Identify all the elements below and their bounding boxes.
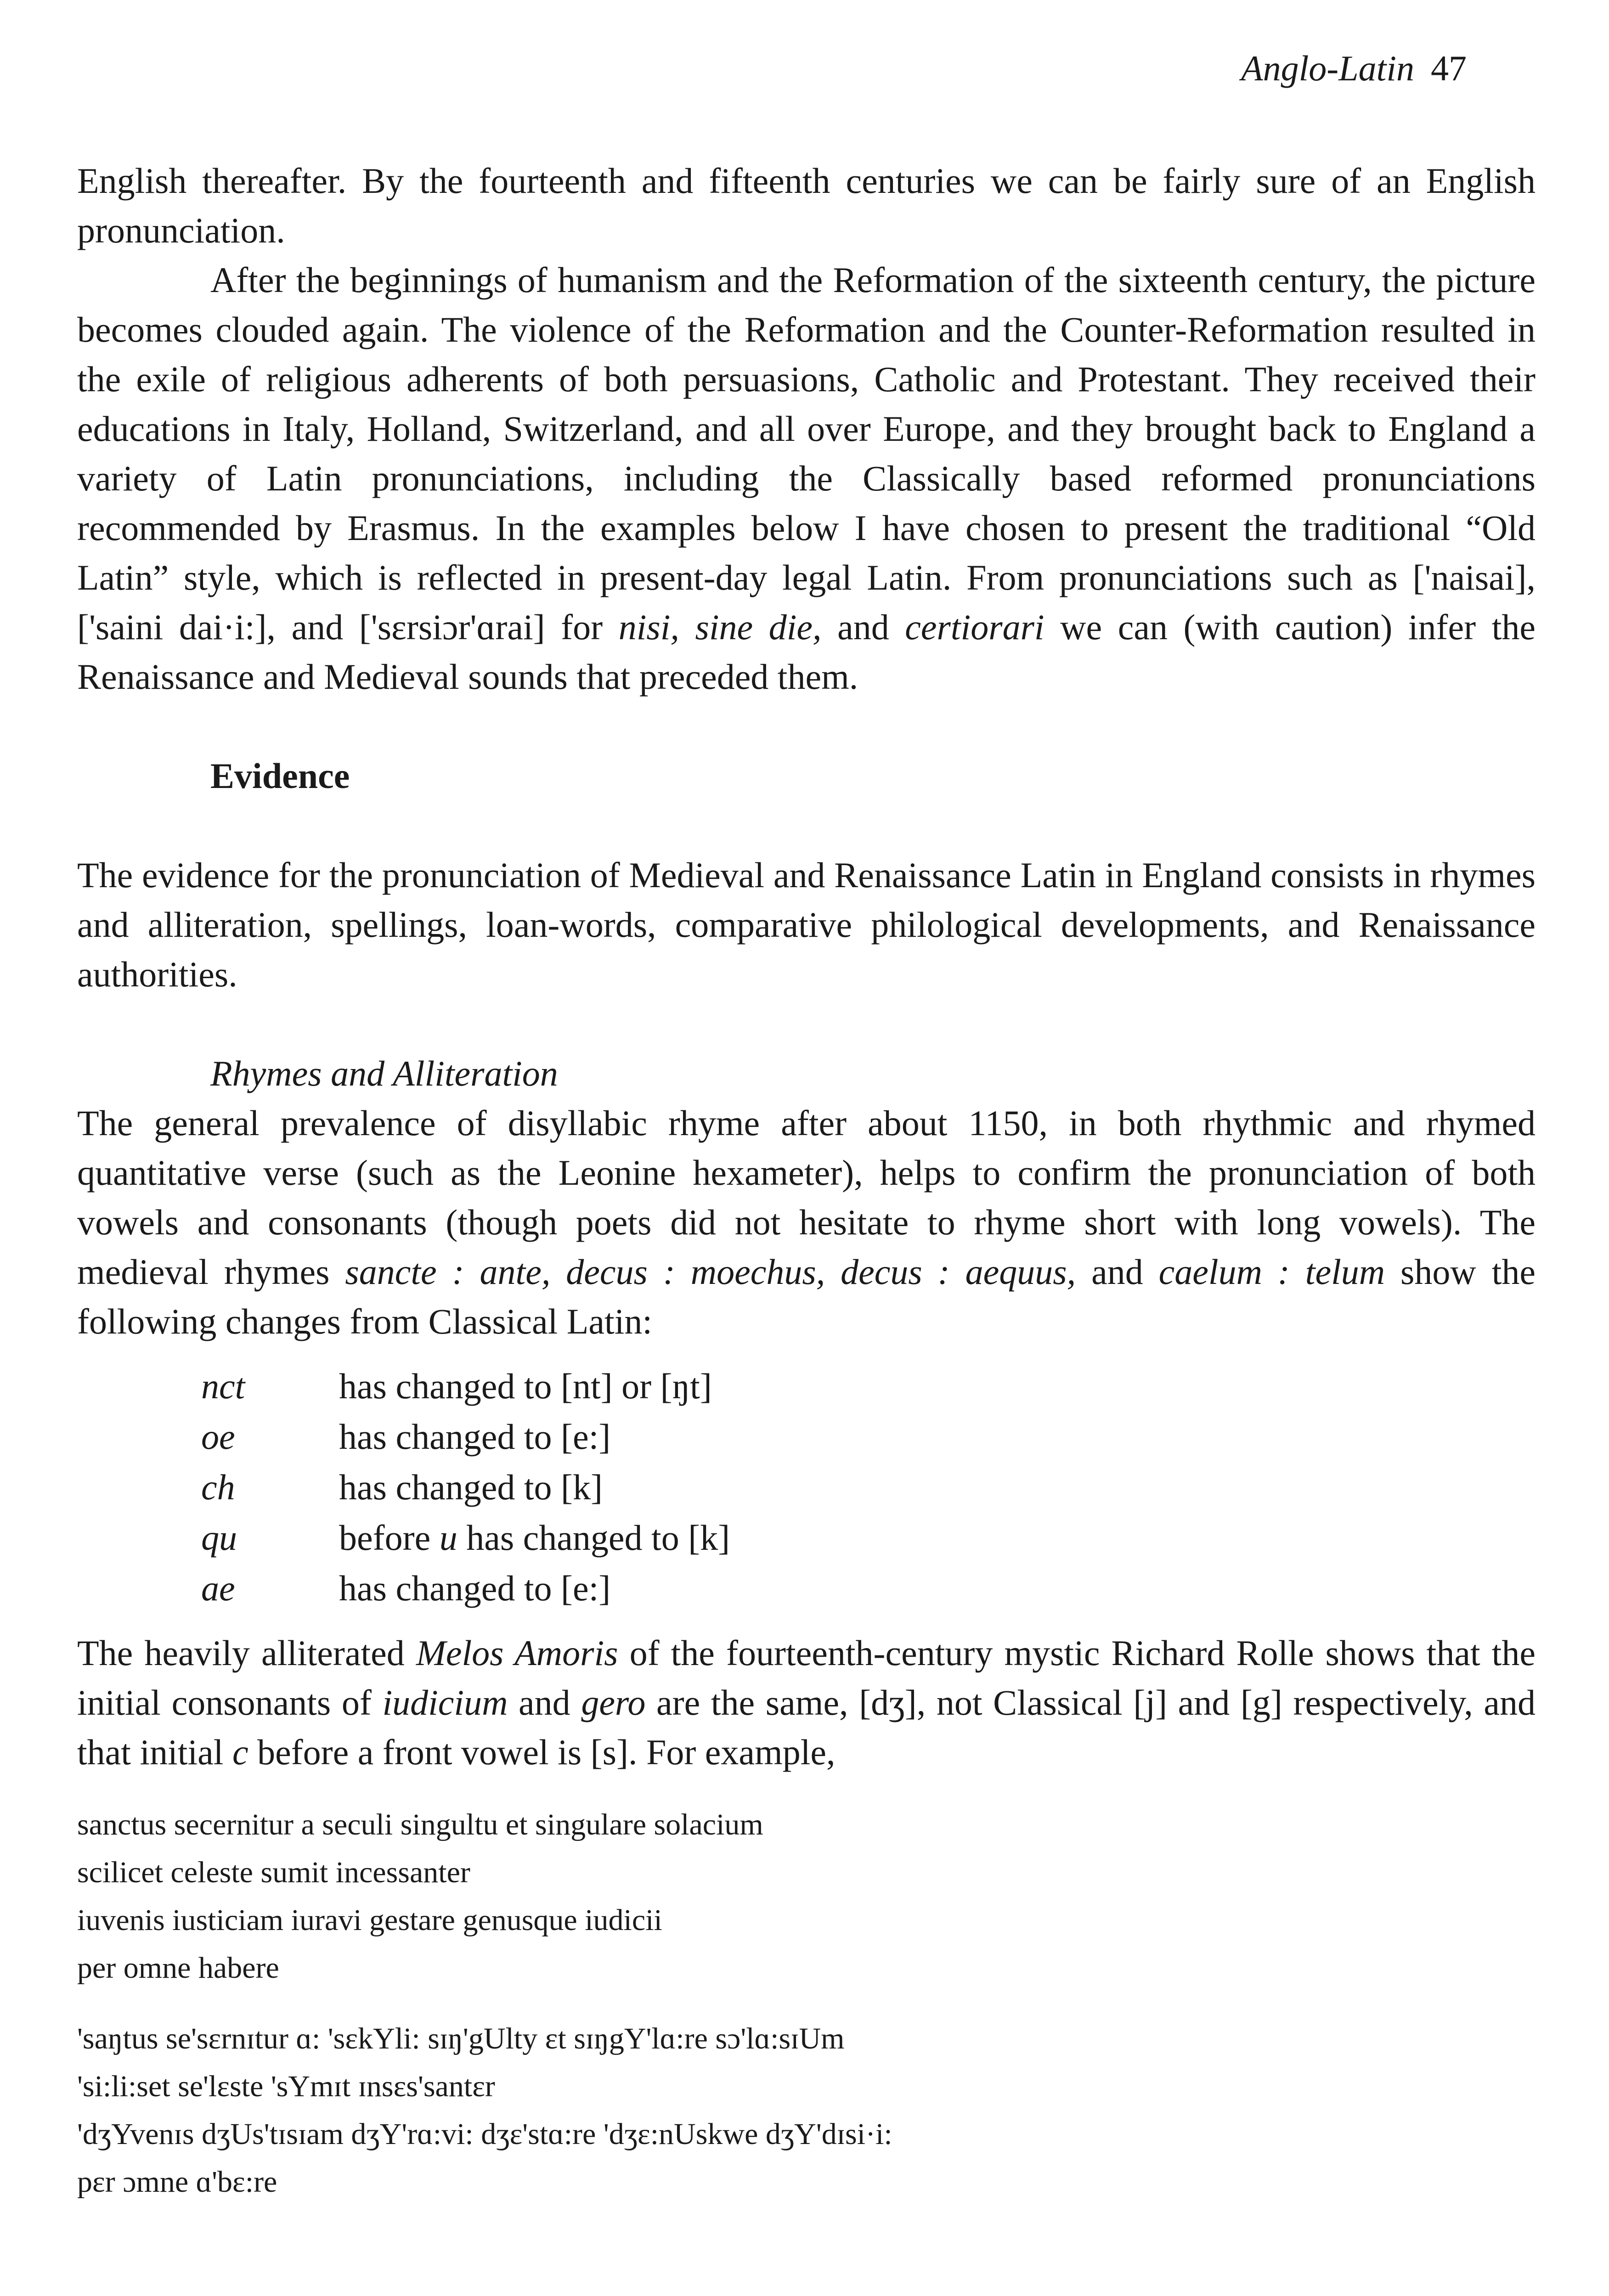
rolle-text: and — [508, 1683, 581, 1722]
running-head-title: Anglo-Latin — [1241, 48, 1414, 88]
term-certiorari: certiorari — [905, 607, 1044, 647]
rolle-text: before a front vowel is [s]. For example, — [248, 1732, 836, 1772]
change-description: has changed to [e:] — [339, 1417, 611, 1457]
paragraph-rolle — [77, 1628, 1536, 1777]
change-spelling: ch — [201, 1467, 235, 1507]
ipa-line: 'saŋtus se'sɛrnɪtur ɑ: 'sɛkYli: sɪŋ'gUlty ɛt sɪŋgY'lɑ:re sɔ'lɑ:sɪUm — [77, 2022, 845, 2055]
change-spelling: ae — [201, 1568, 235, 1608]
rolle-text: are the same, [dʒ], not Classical [j] and [g] respectively, and that initial — [77, 1683, 1536, 1772]
work-title-melos-amoris: Melos Amoris — [416, 1633, 618, 1673]
ipa-line: 'si:li:set se'lɛste 'sYmɪt ɪnsɛs'santɛr — [77, 2070, 495, 2103]
list-item — [201, 1361, 1536, 1412]
body-text — [77, 156, 1536, 2206]
change-description: has changed to [k] — [339, 1467, 603, 1507]
spacer — [77, 999, 1536, 1049]
verse-line: iuvenis iusticiam iuravi gestare genusque iudicii — [77, 1903, 662, 1937]
verse-ipa-transcription — [77, 2015, 1536, 2206]
document-page — [77, 0, 1536, 2296]
change-description: before u has changed to [k] — [339, 1518, 730, 1558]
change-spelling: nct — [201, 1366, 245, 1406]
subsection-heading-rhymes: Rhymes and Alliteration — [210, 1053, 558, 1093]
spacer — [77, 702, 1536, 751]
list-item — [201, 1412, 1536, 1462]
spacer — [77, 801, 1536, 850]
word-gero: gero — [581, 1683, 646, 1722]
ipa-line: 'dʒYvenɪs dʒUs'tɪsɪam dʒY'rɑ:vi: dʒɛ'stɑ:re 'dʒɛ:nUskwe dʒY'dɪsi·i: — [77, 2117, 892, 2151]
change-spelling: oe — [201, 1417, 235, 1457]
running-head — [1241, 48, 1467, 88]
word-iudicium: iudicium — [382, 1683, 508, 1722]
letter-c: c — [232, 1732, 248, 1772]
section-heading-evidence: Evidence — [210, 756, 350, 796]
paragraph-evidence: The evidence for the pronunciation of Medieval and Renaissance Latin in England consists in rhymes and alliteration, spellings, loan-words, comparative philological developments, and Renaissance authorities. — [77, 855, 1536, 994]
reformation-text-end: we can (with caution) infer the Renaissance and Medieval sounds that preceded them. — [77, 607, 1536, 697]
reformation-text: After the beginnings of humanism and the Reformation of the sixteenth century, the picture becomes clouded again. The violence of the Reformation and the Counter-Reformation resulted in the exile of religious adherents of both persuasions, Catholic and Protestant. They received their educations in Italy, Holland, Switzerland, and all over Europe, and they brought back to England a variety of Latin pronunciations, including the Classically based reformed pronunciations recommended by Erasmus. In the examples below I have chosen to present the traditional “Old Latin” style, which is reflected in present-day legal Latin. From pronunciations such as ['naisai], ['saini dai·i:], and ['sɛrsiɔr'ɑrai] for — [77, 260, 1536, 647]
sound-changes-list — [201, 1361, 1536, 1614]
term-nisi-sine-die: nisi, sine die, — [618, 607, 822, 647]
paragraph-rhymes — [77, 1098, 1536, 1346]
rhymes-conjunction: and — [1076, 1252, 1159, 1292]
rhymes-text: The general prevalence of disyllabic rhyme after about 1150, in both rhythmic and rhymed quantitative verse (such as the Leonine hexameter), helps to confirm the pronunciation of both vowels and consonants (though poets did not hesitate to rhyme short with long vowels). The medieval rhymes — [77, 1103, 1536, 1292]
conjunction: and — [821, 607, 905, 647]
spacer — [77, 1992, 1536, 2015]
verse-latin — [77, 1801, 1536, 1992]
list-item — [201, 1513, 1536, 1563]
verse-line: scilicet celeste sumit incessanter — [77, 1856, 470, 1889]
rhyme-example-caelum: caelum : telum — [1158, 1252, 1385, 1292]
page-number: 47 — [1431, 48, 1467, 88]
change-spelling: qu — [201, 1518, 237, 1558]
paragraph-reformation — [77, 255, 1536, 702]
verse-line: sanctus secernitur a seculi singultu et singulare solacium — [77, 1808, 763, 1841]
rhyme-examples: sancte : ante, decus : moechus, decus : aequus, — [345, 1252, 1076, 1292]
rolle-text: of the fourteenth-century mystic Richard Rolle shows that the initial consonants of — [77, 1633, 1536, 1722]
list-item — [201, 1563, 1536, 1614]
rhymes-text-end: show the following changes from Classical Latin: — [77, 1252, 1536, 1341]
change-description: has changed to [e:] — [339, 1568, 611, 1608]
ipa-line: pɛr ɔmne ɑ'bɛ:re — [77, 2165, 277, 2199]
list-item — [201, 1462, 1536, 1513]
paragraph-continuation: English thereafter. By the fourteenth and fifteenth centuries we can be fairly sure of an English pronunciation. — [77, 161, 1536, 250]
verse-line: per omne habere — [77, 1951, 279, 1985]
rolle-text: The heavily alliterated — [77, 1633, 416, 1673]
change-description: has changed to [nt] or [ŋt] — [339, 1366, 712, 1406]
